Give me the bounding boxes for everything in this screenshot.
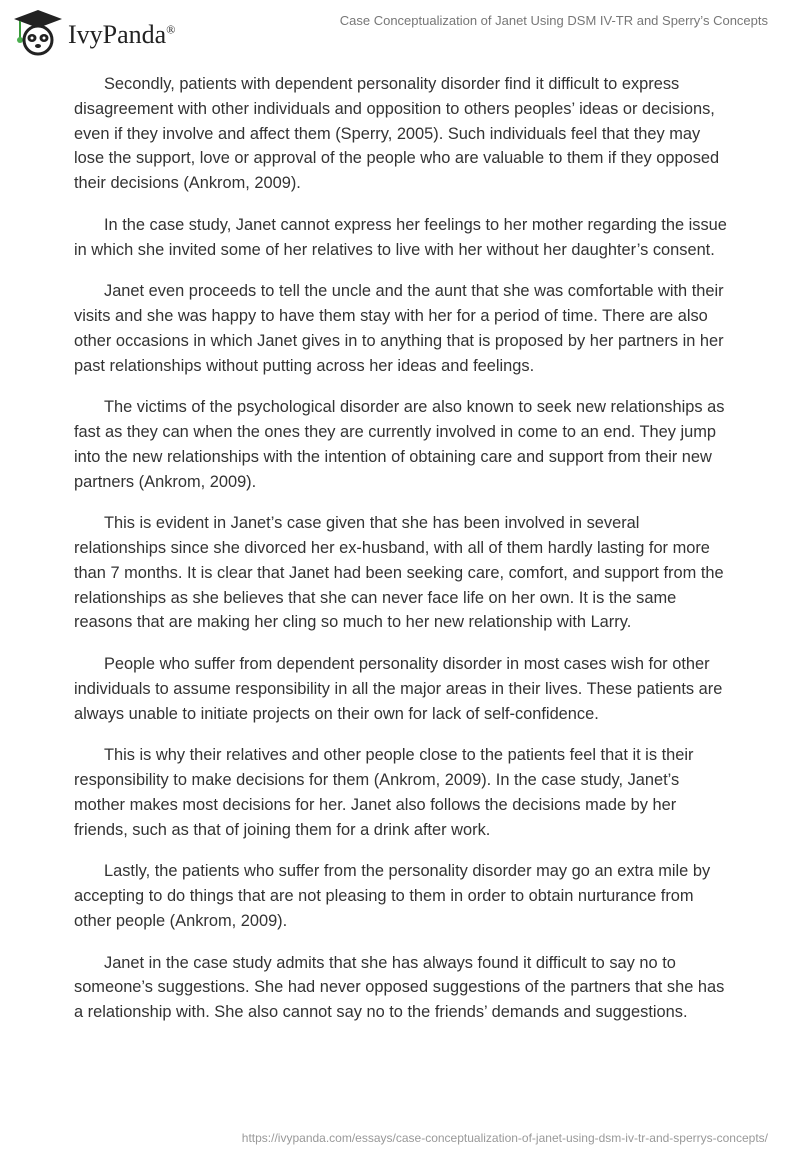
source-url-link[interactable]: https://ivypanda.com/essays/case-conceptualization-of-janet-using-dsm-iv-tr-and-sperrys-concepts/ bbox=[241, 1131, 768, 1145]
paragraph: Janet even proceeds to tell the uncle and the aunt that she was comfortable with their visits and she was happy to have them stay with her for a period of time. There are also other occasions in which Janet gives in to anything that is proposed by her partners in her past relationships without putting across her ideas and feelings. bbox=[74, 282, 724, 375]
paragraph: In the case study, Janet cannot express her feelings to her mother regarding the issue in which she invited some of her relatives to live with her without her daughter’s consent. bbox=[74, 215, 727, 259]
document-title: Case Conceptualization of Janet Using DSM IV-TR and Sperry’s Concepts bbox=[339, 13, 768, 28]
paragraph: The victims of the psychological disorder are also known to seek new relationships as fast as they can when the ones they are currently involved in come to an end. They jump into the new relationships with the intention of obtaining care and support from their new partners (Ankrom, 2009). bbox=[74, 398, 725, 491]
registered-mark: ® bbox=[166, 22, 176, 37]
ivypanda-logo[interactable] bbox=[12, 8, 175, 56]
paragraph: Secondly, patients with dependent personality disorder find it difficult to express disagreement with other individuals and opposition to others peoples’ ideas or decisions, even if they involve and affect them (Sperry, 2005). Such individuals feel that they may lose the support, love or approval of the people who are valuable to them if they opposed their decisions (Ankrom, 2009). bbox=[74, 75, 720, 192]
paragraph: Janet in the case study admits that she has always found it difficult to say no to someone’s suggestions. She had never opposed suggestions of the partners that she has a relationship with. She also cannot say no to the friends’ demands and suggestions. bbox=[74, 953, 725, 1021]
paragraph: This is evident in Janet’s case given that she has been involved in several relationships since she divorced her ex-husband, with all of them hardly lasting for more than 7 months. It is clear that Janet had been seeking care, comfort, and support from the relationships as she believes that she can never face life on her own. It is the same reasons that are making her cling so much to her new relationship with Larry. bbox=[74, 514, 724, 632]
logo-name: IvyPanda bbox=[68, 20, 167, 49]
page-header bbox=[0, 0, 800, 60]
logo-text bbox=[68, 20, 175, 50]
paragraph: This is why their relatives and other people close to the patients feel that it is their responsibility to make decisions for them (Ankrom, 2009). In the case study, Janet’s mother makes most decisions for her. Janet also follows the decisions made by her friends, such as that of joining them for a drink after work. bbox=[74, 746, 694, 839]
essay-body bbox=[74, 72, 730, 1042]
panda-graduate-icon bbox=[12, 8, 64, 56]
paragraph: Lastly, the patients who suffer from the personality disorder may go an extra mile by accepting to do things that are not pleasing to them in order to obtain nurturance from other people (Ankrom, 2009). bbox=[74, 862, 711, 930]
paragraph: People who suffer from dependent personality disorder in most cases wish for other individuals to assume responsibility in all the major areas in their lives. These patients are always unable to initiate projects on their own for lack of self-confidence. bbox=[74, 655, 723, 723]
